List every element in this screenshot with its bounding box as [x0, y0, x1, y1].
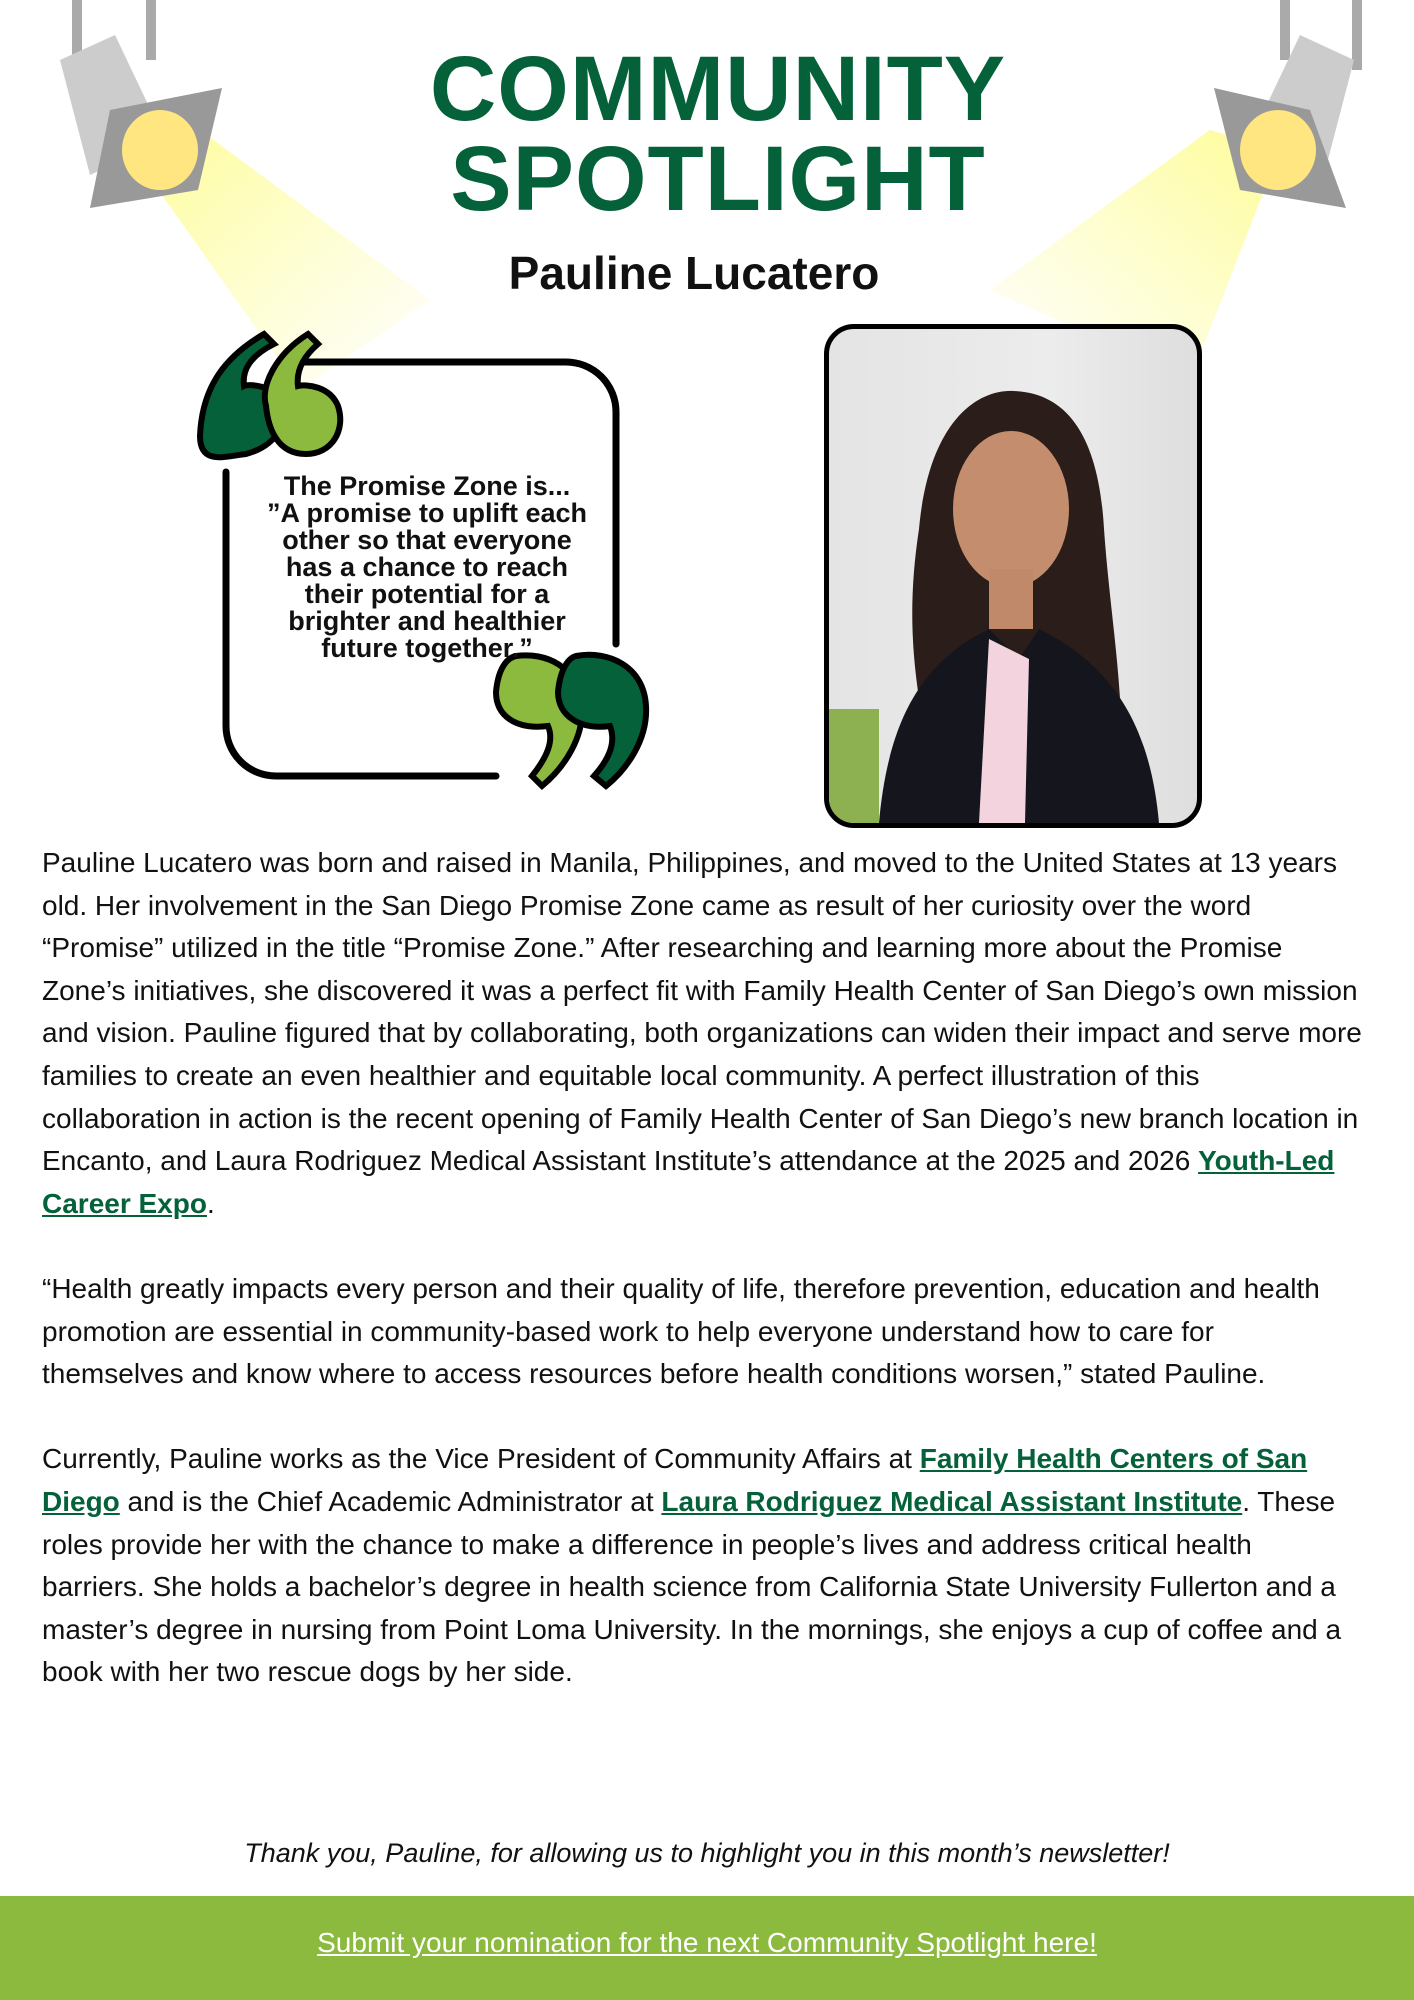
- paragraph-text: Pauline Lucatero was born and raised in Manila, Philippines, and moved to the United States at 13 years old. Her involvement in the San Diego Promise Zone came as result of her curiosity over the word “Promise” utilized in the title “Promise Zone.” After researching and learning more about the Promise Zone’s initiatives, she discovered it was a perfect fit with Family Health Center of San Diego’s own mission and vision. Pauline figured that by collaborating, both organizations can widen their impact and serve more families to create an even healthier and equitable local community. A perfect illustration of this collaboration in action is the recent opening of Family Health Center of San Diego’s new branch location in Encanto, and Laura Rodriguez Medical Assistant Institute’s attendance at the 2025 and 2026: [42, 847, 1362, 1177]
- youth-led-career-expo-link[interactable]: Youth-Led Career Expo: [42, 1145, 1335, 1219]
- article-body: [42, 842, 1362, 1736]
- portrait-photo: [824, 324, 1202, 828]
- paragraph-background: [42, 842, 1362, 1225]
- paragraph-quote: “Health greatly impacts every person and their quality of life, therefore prevention, education and health promotion are essential in community-based work to help everyone understand how to care for themselves and know where to access resources before health conditions worsen,” stated Pauline.: [42, 1272, 1320, 1390]
- quote-line: ”A promise to uplift each: [266, 498, 588, 528]
- page-title-line2: SPOTLIGHT: [450, 128, 986, 230]
- quote-line: future together.”: [321, 633, 533, 663]
- thank-you-note: Thank you, Pauline, for allowing us to highlight you in this month’s newsletter!: [244, 1838, 1170, 1868]
- promise-zone-quote: [232, 473, 622, 662]
- paragraph-text: and is the Chief Academic Administrator at: [119, 1485, 662, 1517]
- page-title-line1: COMMUNITY: [429, 38, 1007, 140]
- portrait-photo-icon: [829, 329, 1197, 823]
- spotlight-name: Pauline Lucatero: [508, 247, 880, 299]
- quote-line: brighter and healthier: [288, 606, 566, 636]
- paragraph-text: Currently, Pauline works as the Vice President of Community Affairs at: [42, 1443, 920, 1475]
- submit-nomination-link[interactable]: Submit your nomination for the next Community Spotlight here!: [317, 1927, 1097, 1958]
- close-quote-icon: [496, 655, 646, 786]
- quote-line: other so that everyone: [282, 525, 572, 555]
- quote-line: their potential for a: [304, 579, 550, 609]
- laura-rodriguez-institute-link[interactable]: Laura Rodriguez Medical Assistant Institute: [661, 1485, 1243, 1517]
- family-health-centers-link[interactable]: Family Health Centers of San Diego: [42, 1443, 1308, 1517]
- open-quote-icon: [200, 334, 340, 457]
- footer-banner: [0, 1896, 1414, 2000]
- paragraph-career: [42, 1438, 1362, 1694]
- paragraph-text: . These roles provide her with the chance to make a difference in people’s lives and address critical health barriers. She holds a bachelor’s degree in health science from California State University Fullerton and a master’s degree in nursing from Point Loma University. In the mornings, she enjoys a cup of coffee and a book with her two rescue dogs by her side.: [42, 1485, 1342, 1688]
- quote-line: has a chance to reach: [285, 552, 569, 582]
- paragraph-text: .: [206, 1187, 215, 1219]
- quote-line: The Promise Zone is...: [283, 471, 571, 501]
